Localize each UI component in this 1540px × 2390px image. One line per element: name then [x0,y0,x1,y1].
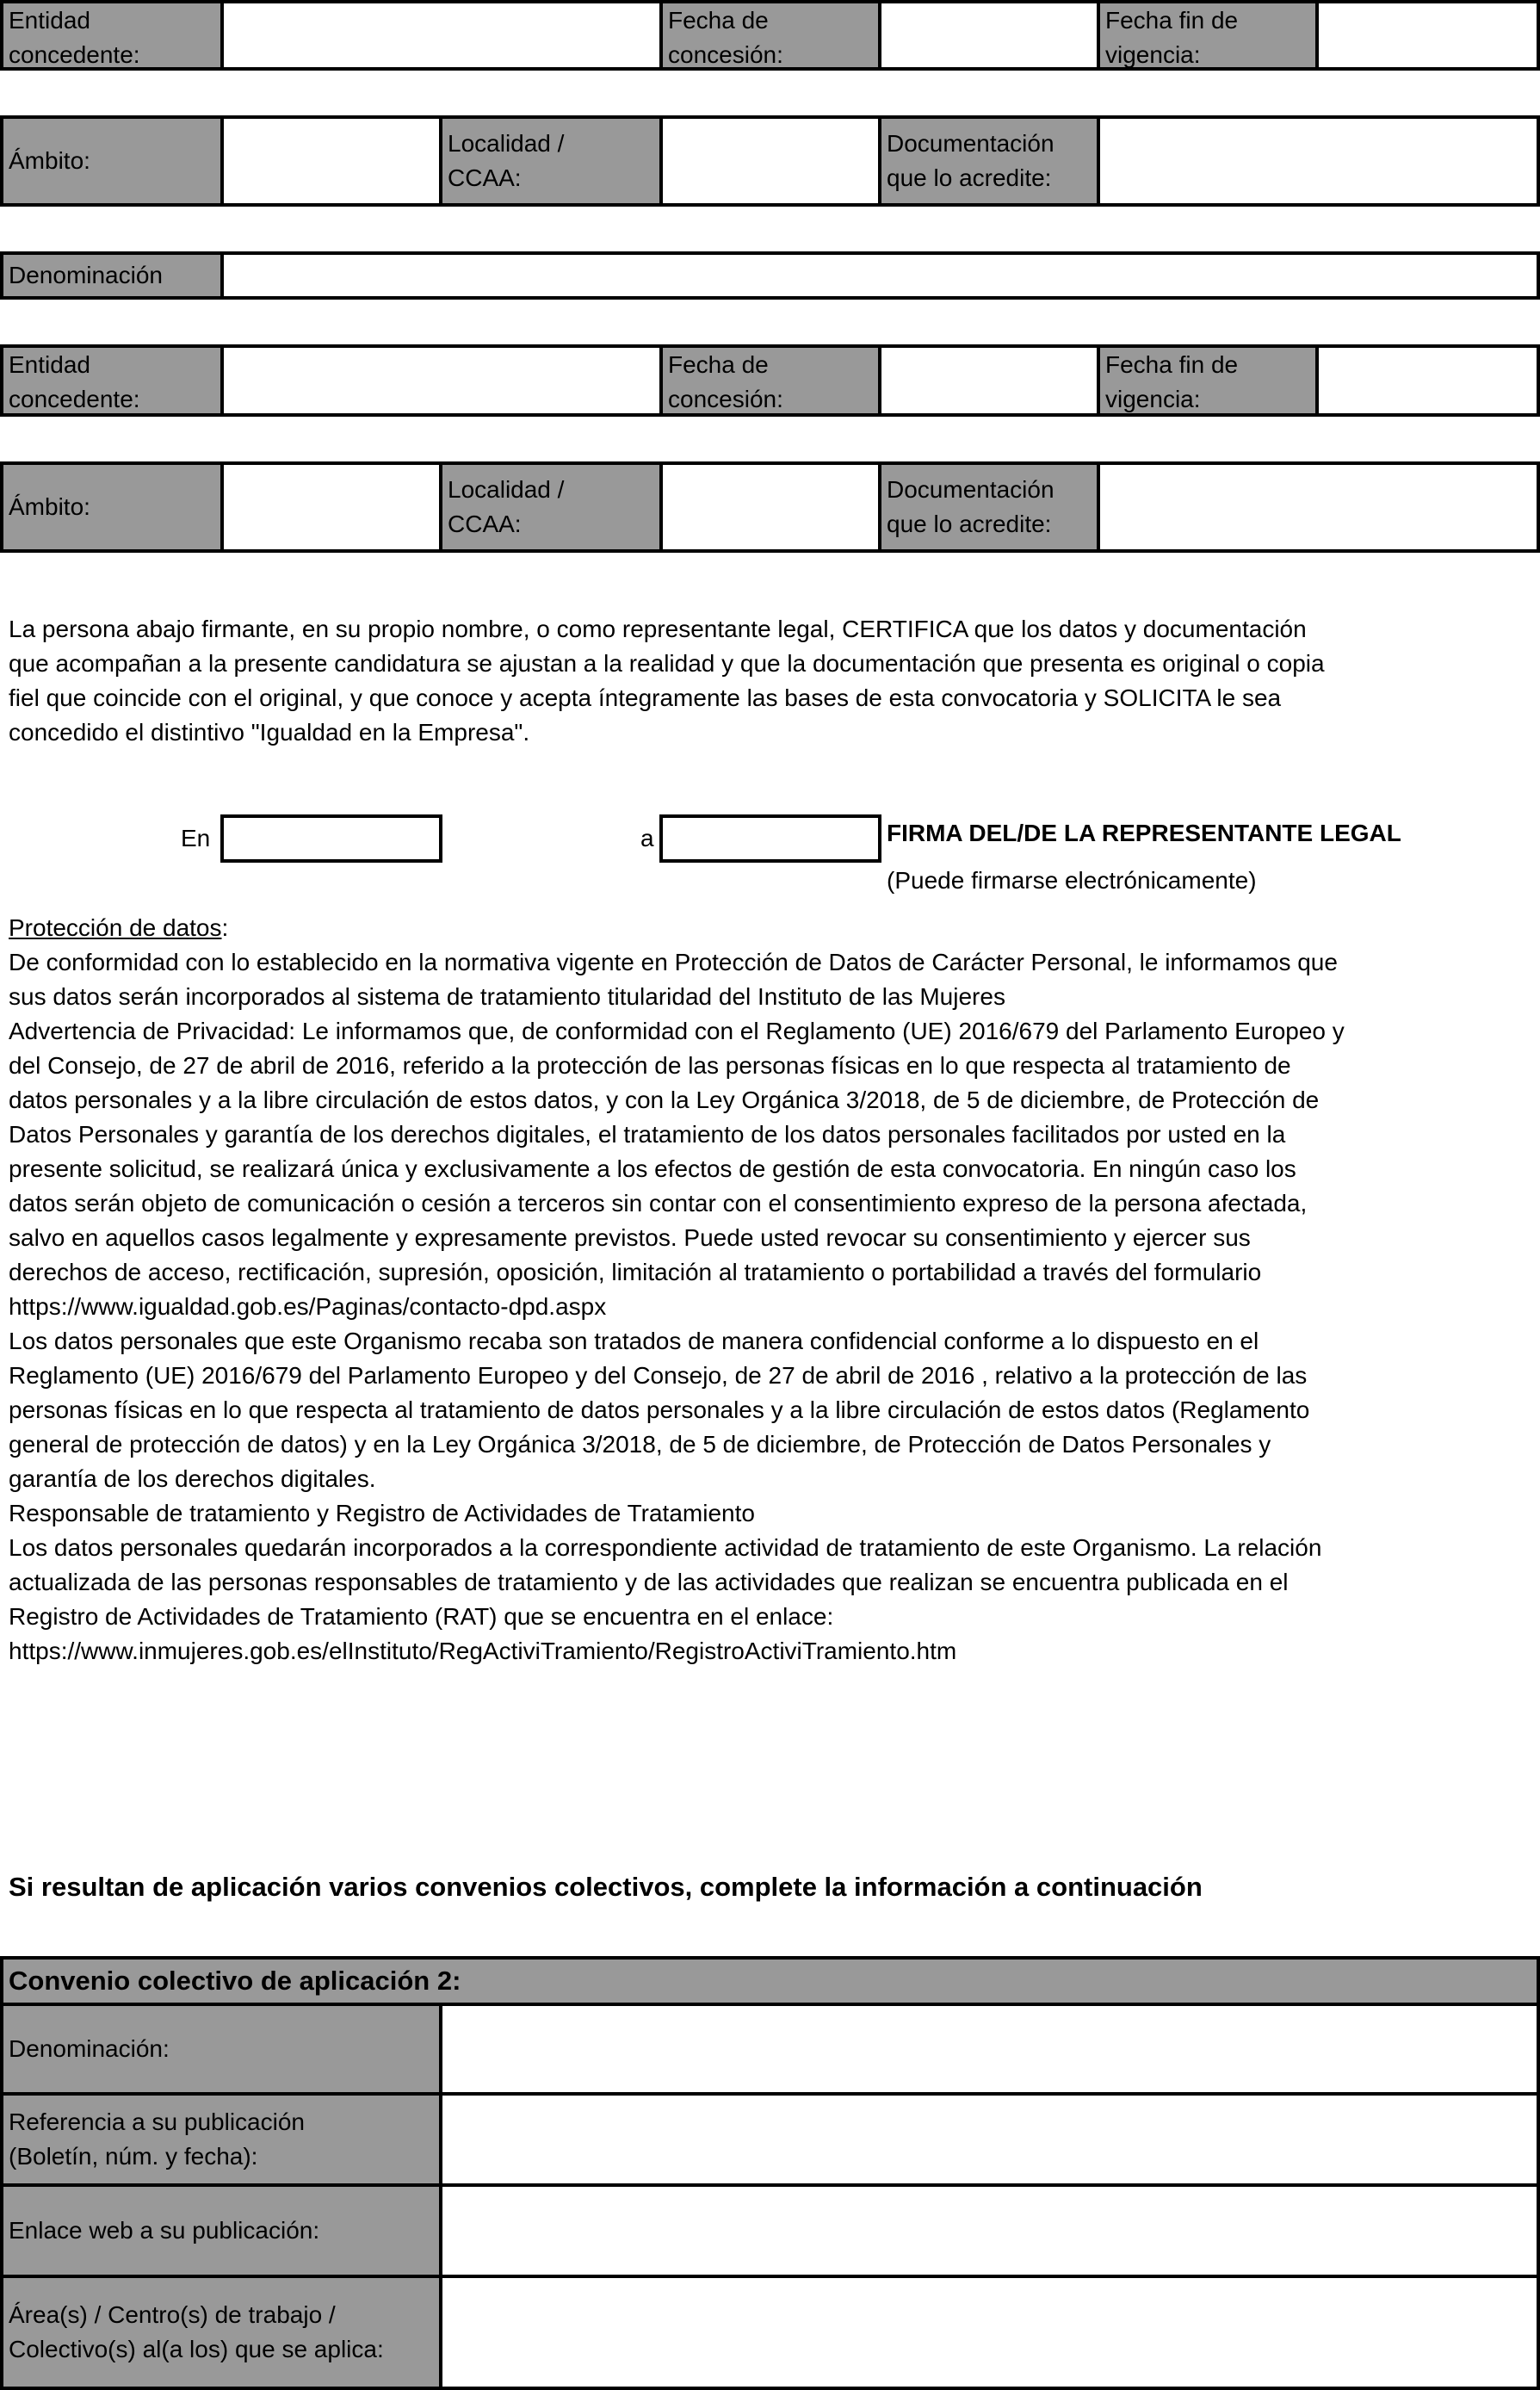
fecha-concesion-label-2: Fecha de concesión: [659,344,881,417]
convenios-heading: Si resultan de aplicación varios convenios colectivos, complete la información a continuación [9,1872,1203,1902]
convenio-2-area-label: Área(s) / Centro(s) de trabajo / Colectivo(s) al(a los) que se aplica: [0,2275,442,2390]
denominacion-field-2[interactable] [220,251,1540,300]
proteccion-heading: Protección de datos: [9,914,229,941]
ambito-field-1[interactable] [220,115,442,207]
igualdad-dpd-link[interactable]: https://www.igualdad.gob.es/Paginas/contacto-dpd.aspx [9,1293,607,1320]
fecha-fin-field-2[interactable] [1315,344,1540,417]
ambito-field-2[interactable] [220,461,442,553]
convenio-2-denominacion-label: Denominación: [0,2003,442,2096]
ambito-label-1: Ámbito: [0,115,224,207]
convenio-2-enlace-label: Enlace web a su publicación: [0,2183,442,2278]
entidad-concedente-field-2[interactable] [220,344,663,417]
inmujeres-rat-link[interactable]: https://www.inmujeres.gob.es/elInstituto/RegActiviTramiento/RegistroActiviTramiento.htm [9,1638,957,1664]
entidad-concedente-label-1: Entidad concedente: [0,0,224,71]
localidad-label-2: Localidad / CCAA: [439,461,663,553]
convenio-2-title: Convenio colectivo de aplicación 2: [0,1956,1540,2006]
fecha-fin-label-1: Fecha fin de vigencia: [1097,0,1319,71]
fecha-fin-label-2: Fecha fin de vigencia: [1097,344,1319,417]
localidad-field-1[interactable] [659,115,881,207]
proteccion-datos-section: Protección de datos: De conformidad con lo establecido en la normativa vigente en Protección de Datos de Carácter Personal, le informamos que sus datos serán incorporados al sistema de tratamiento titularidad del Instituto de las Mujeres Advertencia de Privacidad: Le informamos que, de conformidad con el Reglamento (UE) 2016/679 del Parlamento Europeo y del Consejo, de 27 de abril de 2016, referido a la protección de las personas físicas en lo que respecta al tratamiento de datos personales y a la libre circulación de estos datos, y con la Ley Orgánica 3/2018, de 5 de diciembre, de Protección de Datos Personales y garantía de los derechos digitales, el tratamiento de los datos personales facilitados por usted en la presente solicitud, se realizará única y exclusivamente a los efectos de gestión de esta convocatoria. En ningún caso los datos serán objeto de comunicación o cesión a terceros sin contar con el consentimiento expreso de la persona afectada, salvo en aquellos casos legalmente y expresamente previstos. Puede usted revocar su consentimiento y ejercer sus derechos de acceso, rectificación, supresión, oposición, limitación al tratamiento o portabilidad a través del formulario https://www.igualdad.gob.es/Paginas/contacto-dpd.aspx Los datos personales que este Organismo recaba son tratados de manera confidencial conforme a lo dispuesto en el Reglamento (UE) 2016/679 del Parlamento Europeo y del Consejo, de 27 de abril de 2016 , relativo a la protección de las personas físicas en lo que respecta al tratamiento de datos personales y a la libre circulación de estos datos (Reglamento general de protección de datos) y en la Ley Orgánica 3/2018, de 5 de diciembre, de Protección de Datos Personales y garantía de los derechos digitales. Responsable de tratamiento y Registro de Actividades de Tratamiento Los datos personales quedarán incorporados a la correspondiente actividad de tratamiento de este Organismo. La relación actualizada de las personas responsables de tratamiento y de las actividades que realizan se encuentra publicada en el Registro de Actividades de Tratamiento (RAT) que se encuentra en el enlace: https://www.inmujeres.gob.es/elInstituto/RegActiviTramiento/RegistroActiviTramiento.htm [9,911,1532,1669]
firma-title: FIRMA DEL/DE LA REPRESENTANTE LEGAL [887,820,1401,846]
firma-note: (Puede firmarse electrónicamente) [887,867,1257,894]
fecha-fin-field-1[interactable] [1315,0,1540,71]
denominacion-label-2: Denominación [0,251,224,300]
a-label: a [640,825,654,851]
entidad-concedente-field-1[interactable] [220,0,663,71]
ambito-label-2: Ámbito: [0,461,224,553]
fecha-firma-input[interactable] [659,814,881,863]
documentacion-field-1[interactable] [1097,115,1540,207]
certifica-paragraph: La persona abajo firmante, en su propio nombre, o como representante legal, CERTIFICA que los datos y documentación que acompañan a la presente candidatura se ajustan a la realidad y que la documentación que presenta es original o copia fiel que coincide con el original, y que conoce y acepta íntegramente las bases de esta convocatoria y SOLICITA le sea concedido el distintivo "Igualdad en la Empresa". [9,616,1325,746]
fecha-concesion-field-1[interactable] [878,0,1100,71]
convenio-2-denominacion-field[interactable] [439,2003,1540,2096]
fecha-concesion-field-2[interactable] [878,344,1100,417]
convenio-2-referencia-label: Referencia a su publicación (Boletín, núm. y fecha): [0,2092,442,2187]
documentacion-label-1: Documentación que lo acredite: [878,115,1100,207]
fecha-concesion-label-1: Fecha de concesión: [659,0,881,71]
localidad-field-2[interactable] [659,461,881,553]
en-label: En [181,825,211,851]
documentacion-field-2[interactable] [1097,461,1540,553]
localidad-label-1: Localidad / CCAA: [439,115,663,207]
entidad-concedente-label-2: Entidad concedente: [0,344,224,417]
lugar-input[interactable] [220,814,442,863]
documentacion-label-2: Documentación que lo acredite: [878,461,1100,553]
convenio-2-referencia-field[interactable] [439,2092,1540,2187]
convenio-2-enlace-field[interactable] [439,2183,1540,2278]
convenio-2-area-field[interactable] [439,2275,1540,2390]
